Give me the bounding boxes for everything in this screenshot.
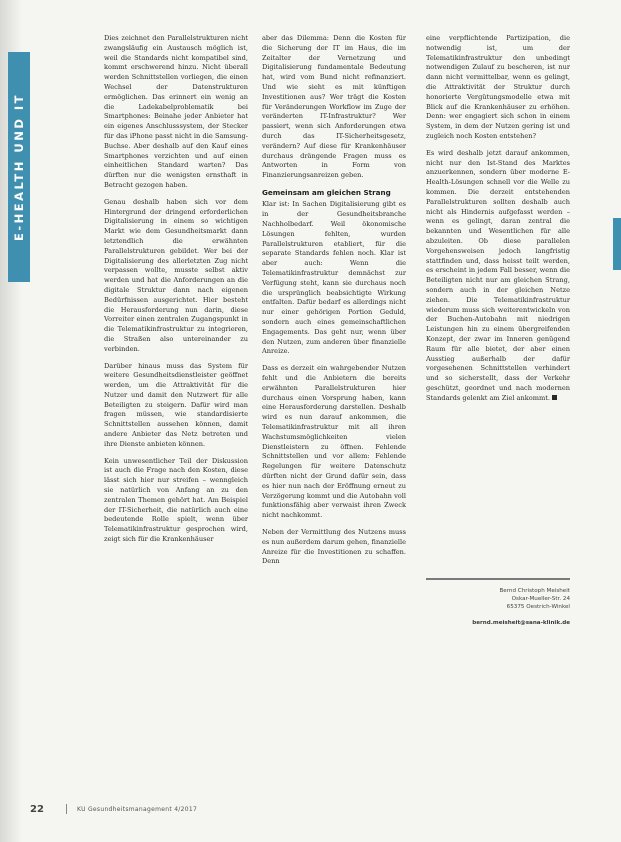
article-column-3 xyxy=(426,34,570,410)
footer-divider xyxy=(66,804,67,814)
paragraph: eine verpflichtende Partizipation, die notwendig ist, um der Telematikinfrastruktur den unbedingt notwendigen Zulauf zu bescheren, ist nur dann nicht vermittelbar, wenn es gelingt, die Attraktivität der Struktur durch honorierte Vergütungsmodelle etwa mit Blick auf die Krankenhäuser zu erhöhen. Denn: wer engagiert sich schon in einem System, in dem der Nutzen gering ist und zugleich noch Kosten entstehen? xyxy=(426,34,570,140)
author-address-city: 65375 Oestrich-Winkel xyxy=(506,604,570,610)
paragraph: Dies zeichnet den Parallelstrukturen nicht zwangsläufig ein Austausch möglich ist, weil die Standards nicht kompatibel sind, kommt erschwerend hinzu. Nicht überall werden Schnittstellen vorliegen, die einen Wechsel der Datenstrukturen ermöglichen. Das erinnert ein wenig an die Ladekabelproblematik bei Smartphones: Beinahe jeder Anbieter hat ein eigenes Anschlusssystem, der Stecker für das iPhone passt nicht in die Samsung-Buchse. Aber deshalb auf den Kauf eines Smartphones verzichten und auf einen einheitlichen Standard warten? Das dürften nur die wenigsten ernsthaft in Betracht gezogen haben. xyxy=(104,34,248,189)
paragraph: aber das Dilemma: Denn die Kosten für die Sicherung der IT im Haus, die im Zeitalter der Vernetzung und Digitalisierung fundamentale Bedeutung hat, wird vom Bund nicht refinanziert. Und wie sieht es mit künftigen Investitionen aus? Wer trägt die Kosten für Veränderungen Workflow im Zuge der veränderten IT-Infrastruktur? Wer passiert, wenn sich Anforderungen etwa durch das IT-Sicherheitsgesetz, verändern? Auf diese für Krankenhäuser durchaus drängende Fragen muss es Antworten in Form von Finanzierungsanreizen geben. xyxy=(262,34,406,180)
paragraph: Genau deshalb haben sich vor dem Hintergrund der dringend erforderlichen Digitalisierung in einem so wichtigen Markt wie dem Gesundheitsmarkt dann letztendlich die erwähnten Parallelstrukturen gebildet. Wer bei der Digitalisierung des allerletzten Zug nicht verpassen wollte, musste selbst aktiv werden und hat die Anforderungen an die digitale Struktur dann nach eigenen Bedürfnissen ausgerichtet. Hier besteht die Herausforderung nun darin, diese Vorreiter einen zentralen Zugangspunkt in die Telematikinfrastruktur zu integrieren, die Straßen also untereinander zu verbinden. xyxy=(104,197,248,353)
section-subheading: Gemeinsam am gleichen Strang xyxy=(262,187,391,197)
edge-marker xyxy=(613,218,621,270)
paragraph: Neben der Vermittlung des Nutzens muss es nun außerdem darum gehen, finanzielle Anreize für die Investitionen zu schaffen. Denn xyxy=(262,527,406,566)
section-label: E-HEALTH UND IT xyxy=(12,92,27,242)
article-column-1 xyxy=(104,34,248,552)
end-of-article-mark xyxy=(552,395,557,400)
paragraph-final xyxy=(426,149,570,404)
paragraph: Dass es derzeit ein wahrgebender Nutzen fehlt und die Anbietern die bereits erwähnten Parallelstrukturen hier durchaus einen Vorsprung haben, kann eine Herausforderung darstellen. Deshalb wird es nun darauf ankommen, die Telematikinfrastruktur mit all ihren Wachstumsmöglichkeiten vielen Dienstleistern zu öffnen. Fehlende Schnittstellen und vor allem: Fehlende Regelungen für weitere Datenschutz dürften nicht der Grund dafür sein, dass es hier nun nach der Eröffnung erneut zu Verzögerung kommt und die Autobahn voll funktionsfähig aber verwaist ihren Zweck nicht nachkommt. xyxy=(262,364,406,520)
paragraph: Kein unwesentlicher Teil der Diskussion ist auch die Frage nach den Kosten, diese lässt sich hier nur streifen – wenngleich sie natürlich von Anfang an zu den zentralen Themen gehört hat. Am Beispiel der IT-Sicherheit, die natürlich auch eine bedeutende Rolle spielt, wenn über Telematikinfrastruktur gesprochen wird, zeigt sich für die Krankenhäuser xyxy=(104,456,248,544)
page-footer xyxy=(30,802,590,816)
author-email[interactable]: bernd.meisheit@sana-klinik.de xyxy=(472,620,570,626)
article-column-2 xyxy=(262,34,406,574)
section-tab-label-wrap xyxy=(8,52,30,282)
page-number: 22 xyxy=(30,803,44,815)
paragraph: Darüber hinaus muss das System für weitere Gesundheitsdienstleister geöffnet werden, um die Attraktivität für die Nutzer und damit den Nutzwert für alle Beteiligten zu steigern. Dafür wird man fragen müssen, wie standardisierte Schnittstellen aussehen können, damit andere Anbieter das Netz betreten und ihre Dienste anbieten können. xyxy=(104,361,248,448)
paragraph-text: Es wird deshalb jetzt darauf ankommen, nicht nur den Ist-Stand des Marktes anzuerkennen, sondern über moderne E-Health-Lösungen schnell vor die Welle zu kommen. Die derzeit entstehenden Parallelstrukturen sollten deshalb auch nicht als Hindernis aufgefasst werden – wenn es gelingt, daran zentral die bekannten und Wesentlichen für alle abzuleiten. Ob diese parallelen Vorgehensweisen jedoch langfristig stattfinden und, dass heisst teilt werden, es erscheint in jedem Fall besser, wenn die Beteiligten nicht nur am gleichen Strang, sondern auch in der gleichen Netze ziehen. Die Telematikinfrastruktur wiederum muss sich weiterentwickeln von der Buchen-Autobahn mit niedrigen Leistungen hin zu einem übergreifenden Konzept, der zwar im Inneren genügend Raum für alle bietet, der aber einen Ausstieg außerhalb der dafür vorgesehenen Schnittstellen verhindert und so sicherstellt, dass der Verkehr geschützt, geordnet und nach modernen Standards gelenkt am Ziel ankommt. xyxy=(426,148,570,402)
author-name: Bernd Christoph Meisheit xyxy=(499,588,570,594)
author-divider xyxy=(426,578,570,580)
paragraph: Klar ist: In Sachen Digitalisierung gibt es in der Gesundheitsbranche Nachholbedarf. Weil ökonomische Lösungen fehlten, wurden Parallelstrukturen etabliert, für die separate Standards fehlen noch. Klar ist aber auch: Wenn die Telematikinfrastruktur demnächst zur Verfügung steht, kann sie durchaus noch die ursprünglich beabsichtigte Wirkung entfalten. Dafür bedarf es allerdings nicht nur einer gehörigen Portion Geduld, sondern auch eines gemeinschaftlichen Engagements. Das geht nur, wenn über den Nutzen, zum anderen über finanzielle Anreize. xyxy=(262,200,406,356)
author-info xyxy=(426,587,570,627)
author-address-street: Oskar-Mueller-Str. 24 xyxy=(511,596,570,602)
publication-name: KU Gesundheitsmanagement 4/2017 xyxy=(77,805,198,813)
